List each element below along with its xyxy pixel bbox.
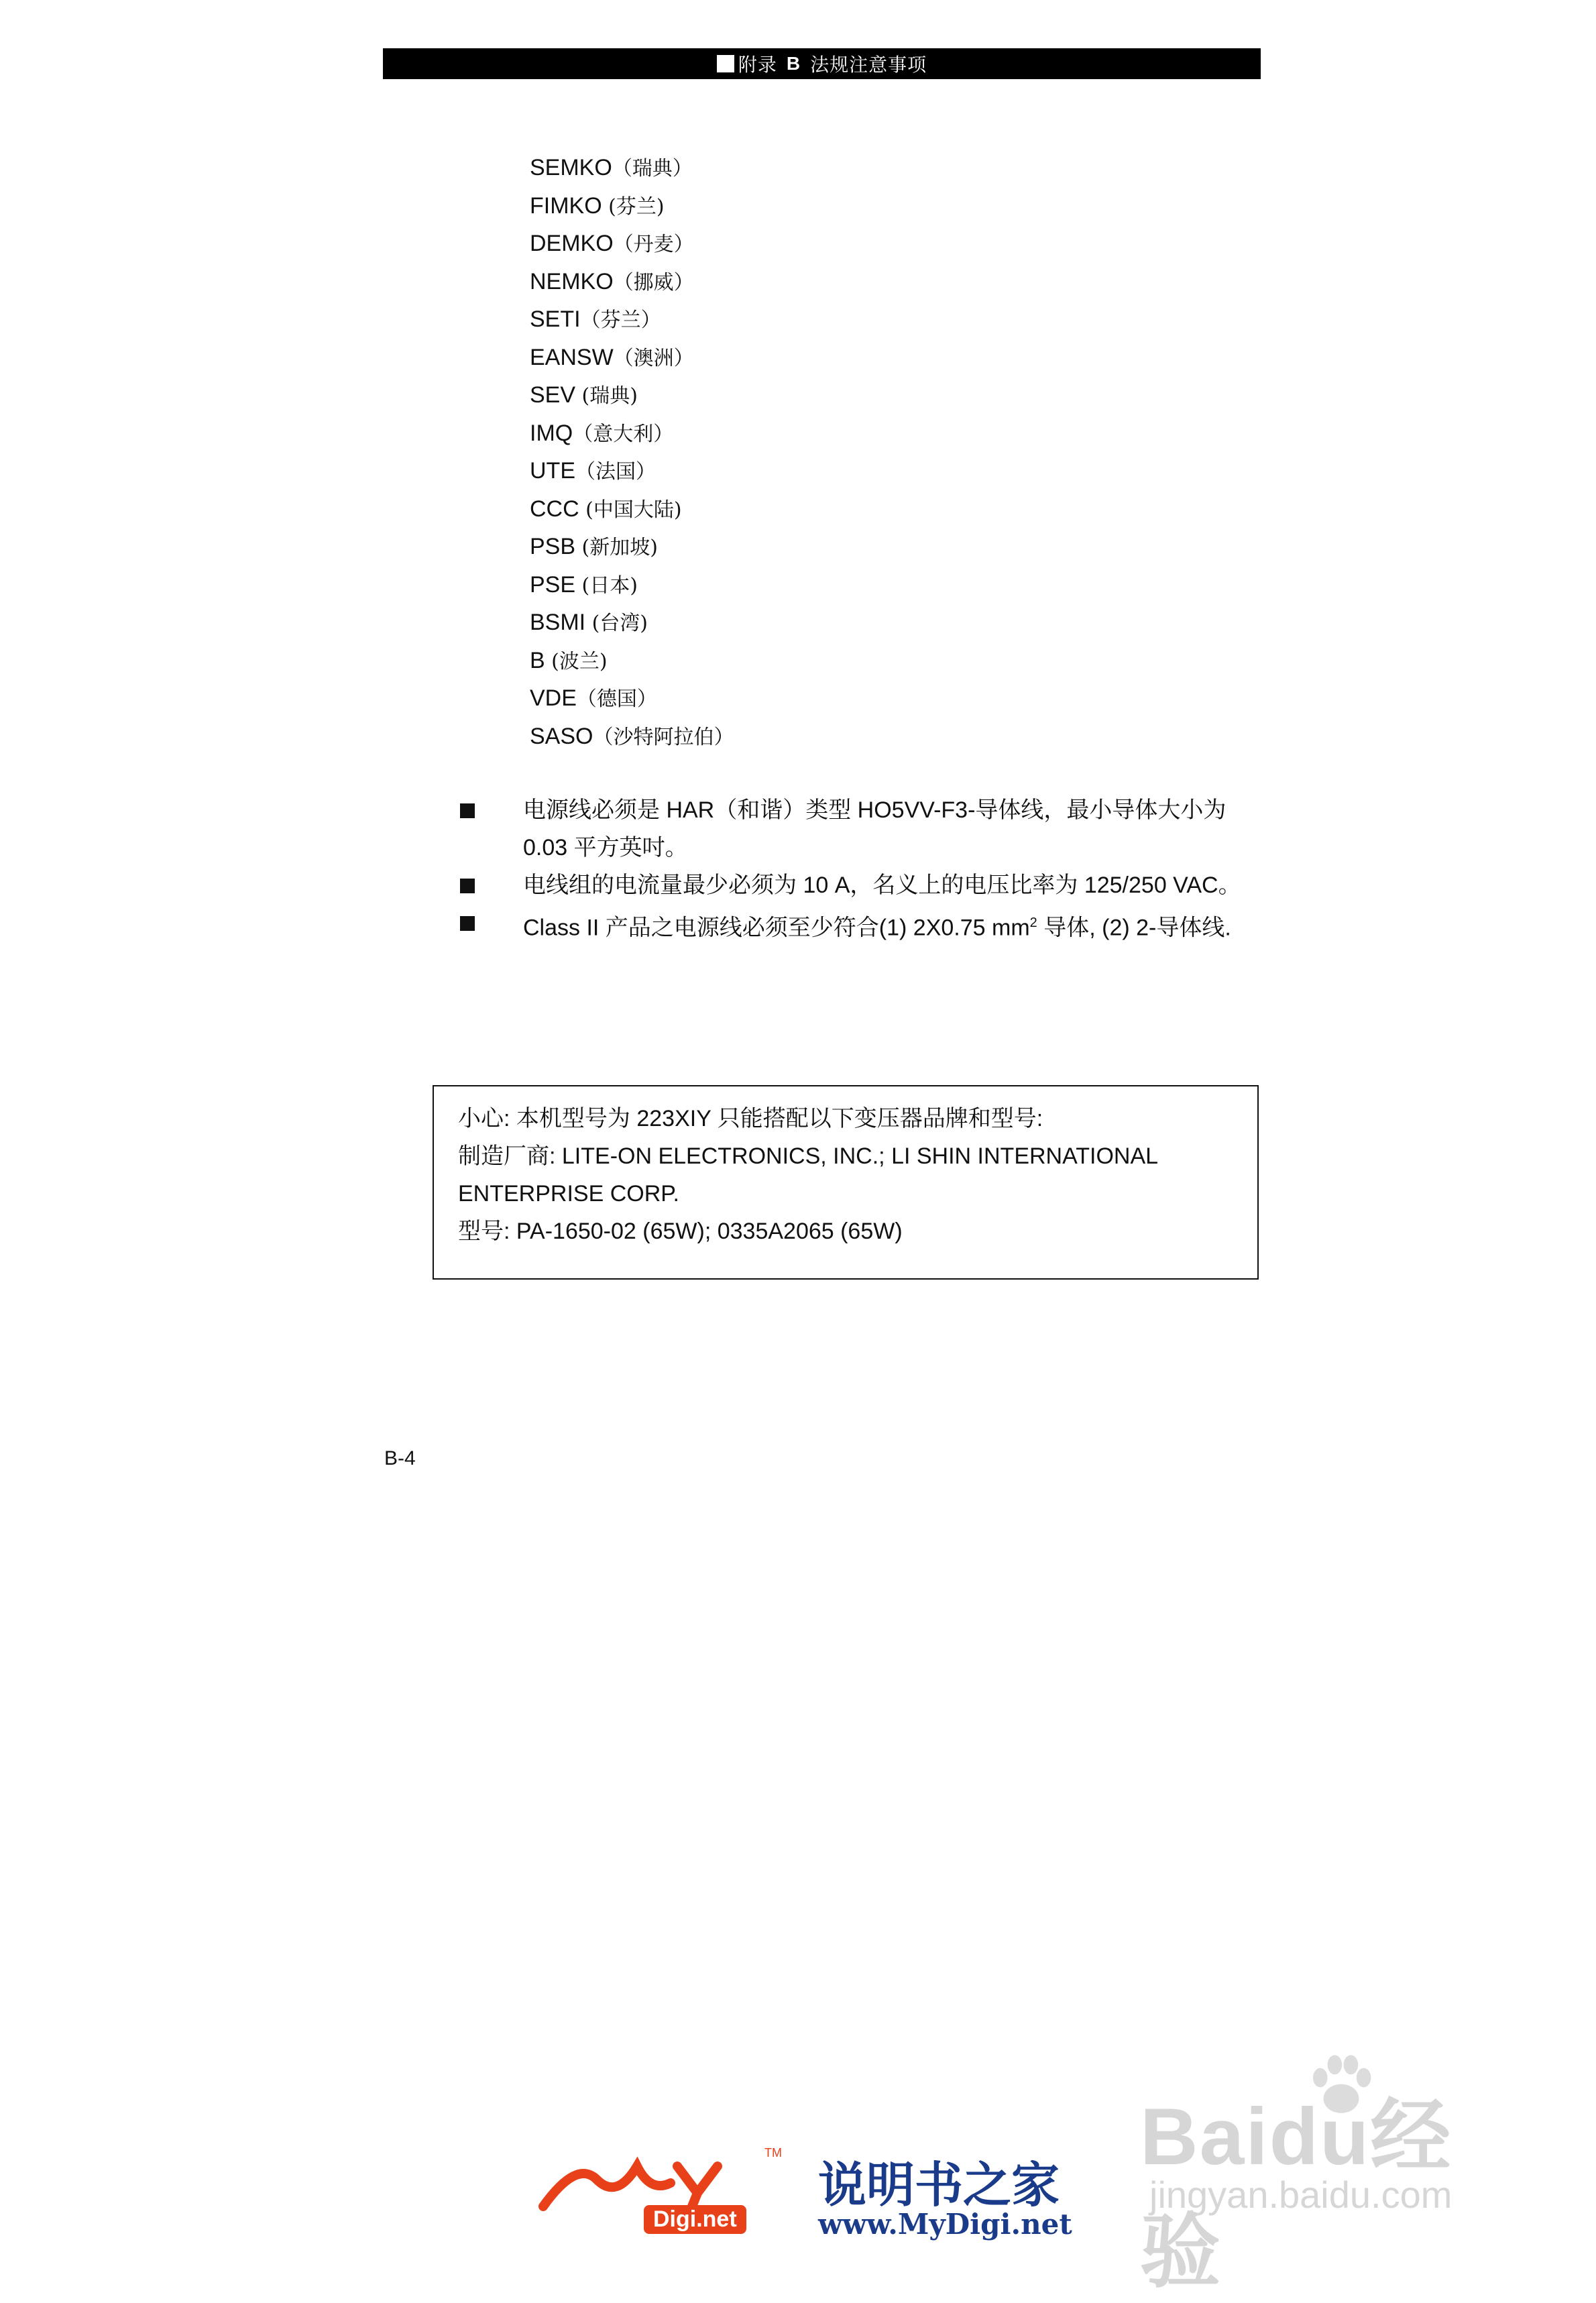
list-item: VDE（德国）: [530, 685, 657, 711]
list-item: EANSW（澳洲）: [530, 344, 694, 370]
mydigi-logo: [536, 2146, 1086, 2247]
mydigi-url: www.MyDigi.net: [818, 2208, 1072, 2241]
baidu-brand: Baidu经验: [1140, 2092, 1452, 2297]
square-bullet-icon: [460, 803, 475, 818]
header-prefix: 附录: [738, 54, 777, 75]
bullet-item: 电源线必须是 HAR（和谐）类型 HO5VV-F3-导体线，最小导体大小为 0.03 平方英吋。: [456, 791, 1274, 866]
bullet-item: 电线组的电流量最少必须为 10 A，名义上的电压比率为 125/250 VAC。: [456, 866, 1274, 904]
list-item: PSE (日本): [530, 571, 638, 598]
list-item: SEMKO（瑞典）: [530, 155, 693, 180]
bullet-item: Class II 产品之电源线必须至少符合(1) 2X0.75 $mm^2$ 导体, (2) 2-导体线.: [456, 904, 1274, 946]
list-item: SEV (瑞典): [530, 382, 638, 408]
square-icon: [717, 55, 734, 72]
list-item: FIMKO (芬兰): [530, 192, 665, 219]
baidu-url: jingyan.baidu.com: [1149, 2174, 1452, 2216]
certification-list: [530, 149, 734, 755]
list-item: SASO（沙特阿拉伯）: [530, 723, 734, 749]
list-item: UTE（法国）: [530, 458, 656, 484]
list-item: SETI（芬兰）: [530, 306, 661, 332]
header-letter: B: [786, 53, 801, 74]
list-item: IMQ（意大利）: [530, 420, 674, 446]
digi-net-badge: Digi.net: [644, 2205, 746, 2234]
model-line: 型号: PA-1650-02 (65W); 0335A2065 (65W): [458, 1219, 903, 1244]
list-item: CCC (中国大陆): [530, 496, 682, 522]
caution-box: [433, 1085, 1259, 1280]
square-bullet-icon: [460, 879, 475, 893]
list-item: B (波兰): [530, 647, 608, 673]
list-item: PSB (新加坡): [530, 534, 658, 559]
requirements-list: [456, 791, 1274, 946]
baidu-watermark: [1140, 2045, 1516, 2297]
page-number: B-4: [384, 1447, 416, 1469]
square-bullet-icon: [460, 916, 475, 931]
my-logo-icon: [536, 2153, 791, 2213]
caution-line: 小心: 本机型号为 223XIY 只能搭配以下变压器品牌和型号:: [458, 1106, 1043, 1131]
trademark-mark: TM: [764, 2146, 782, 2159]
header-title: 法规注意事项: [810, 54, 927, 75]
list-item: NEMKO（挪威）: [530, 268, 694, 294]
section-header: [383, 48, 1261, 79]
list-item: DEMKO（丹麦）: [530, 231, 694, 256]
list-item: BSMI (台湾): [530, 610, 648, 635]
manufacturer-line: 制造厂商: LITE-ON ELECTRONICS, INC.; LI SHIN INTERNATIONAL ENTERPRISE CORP.: [458, 1143, 1157, 1206]
mydigi-title: 说明书之家: [818, 2157, 1060, 2213]
